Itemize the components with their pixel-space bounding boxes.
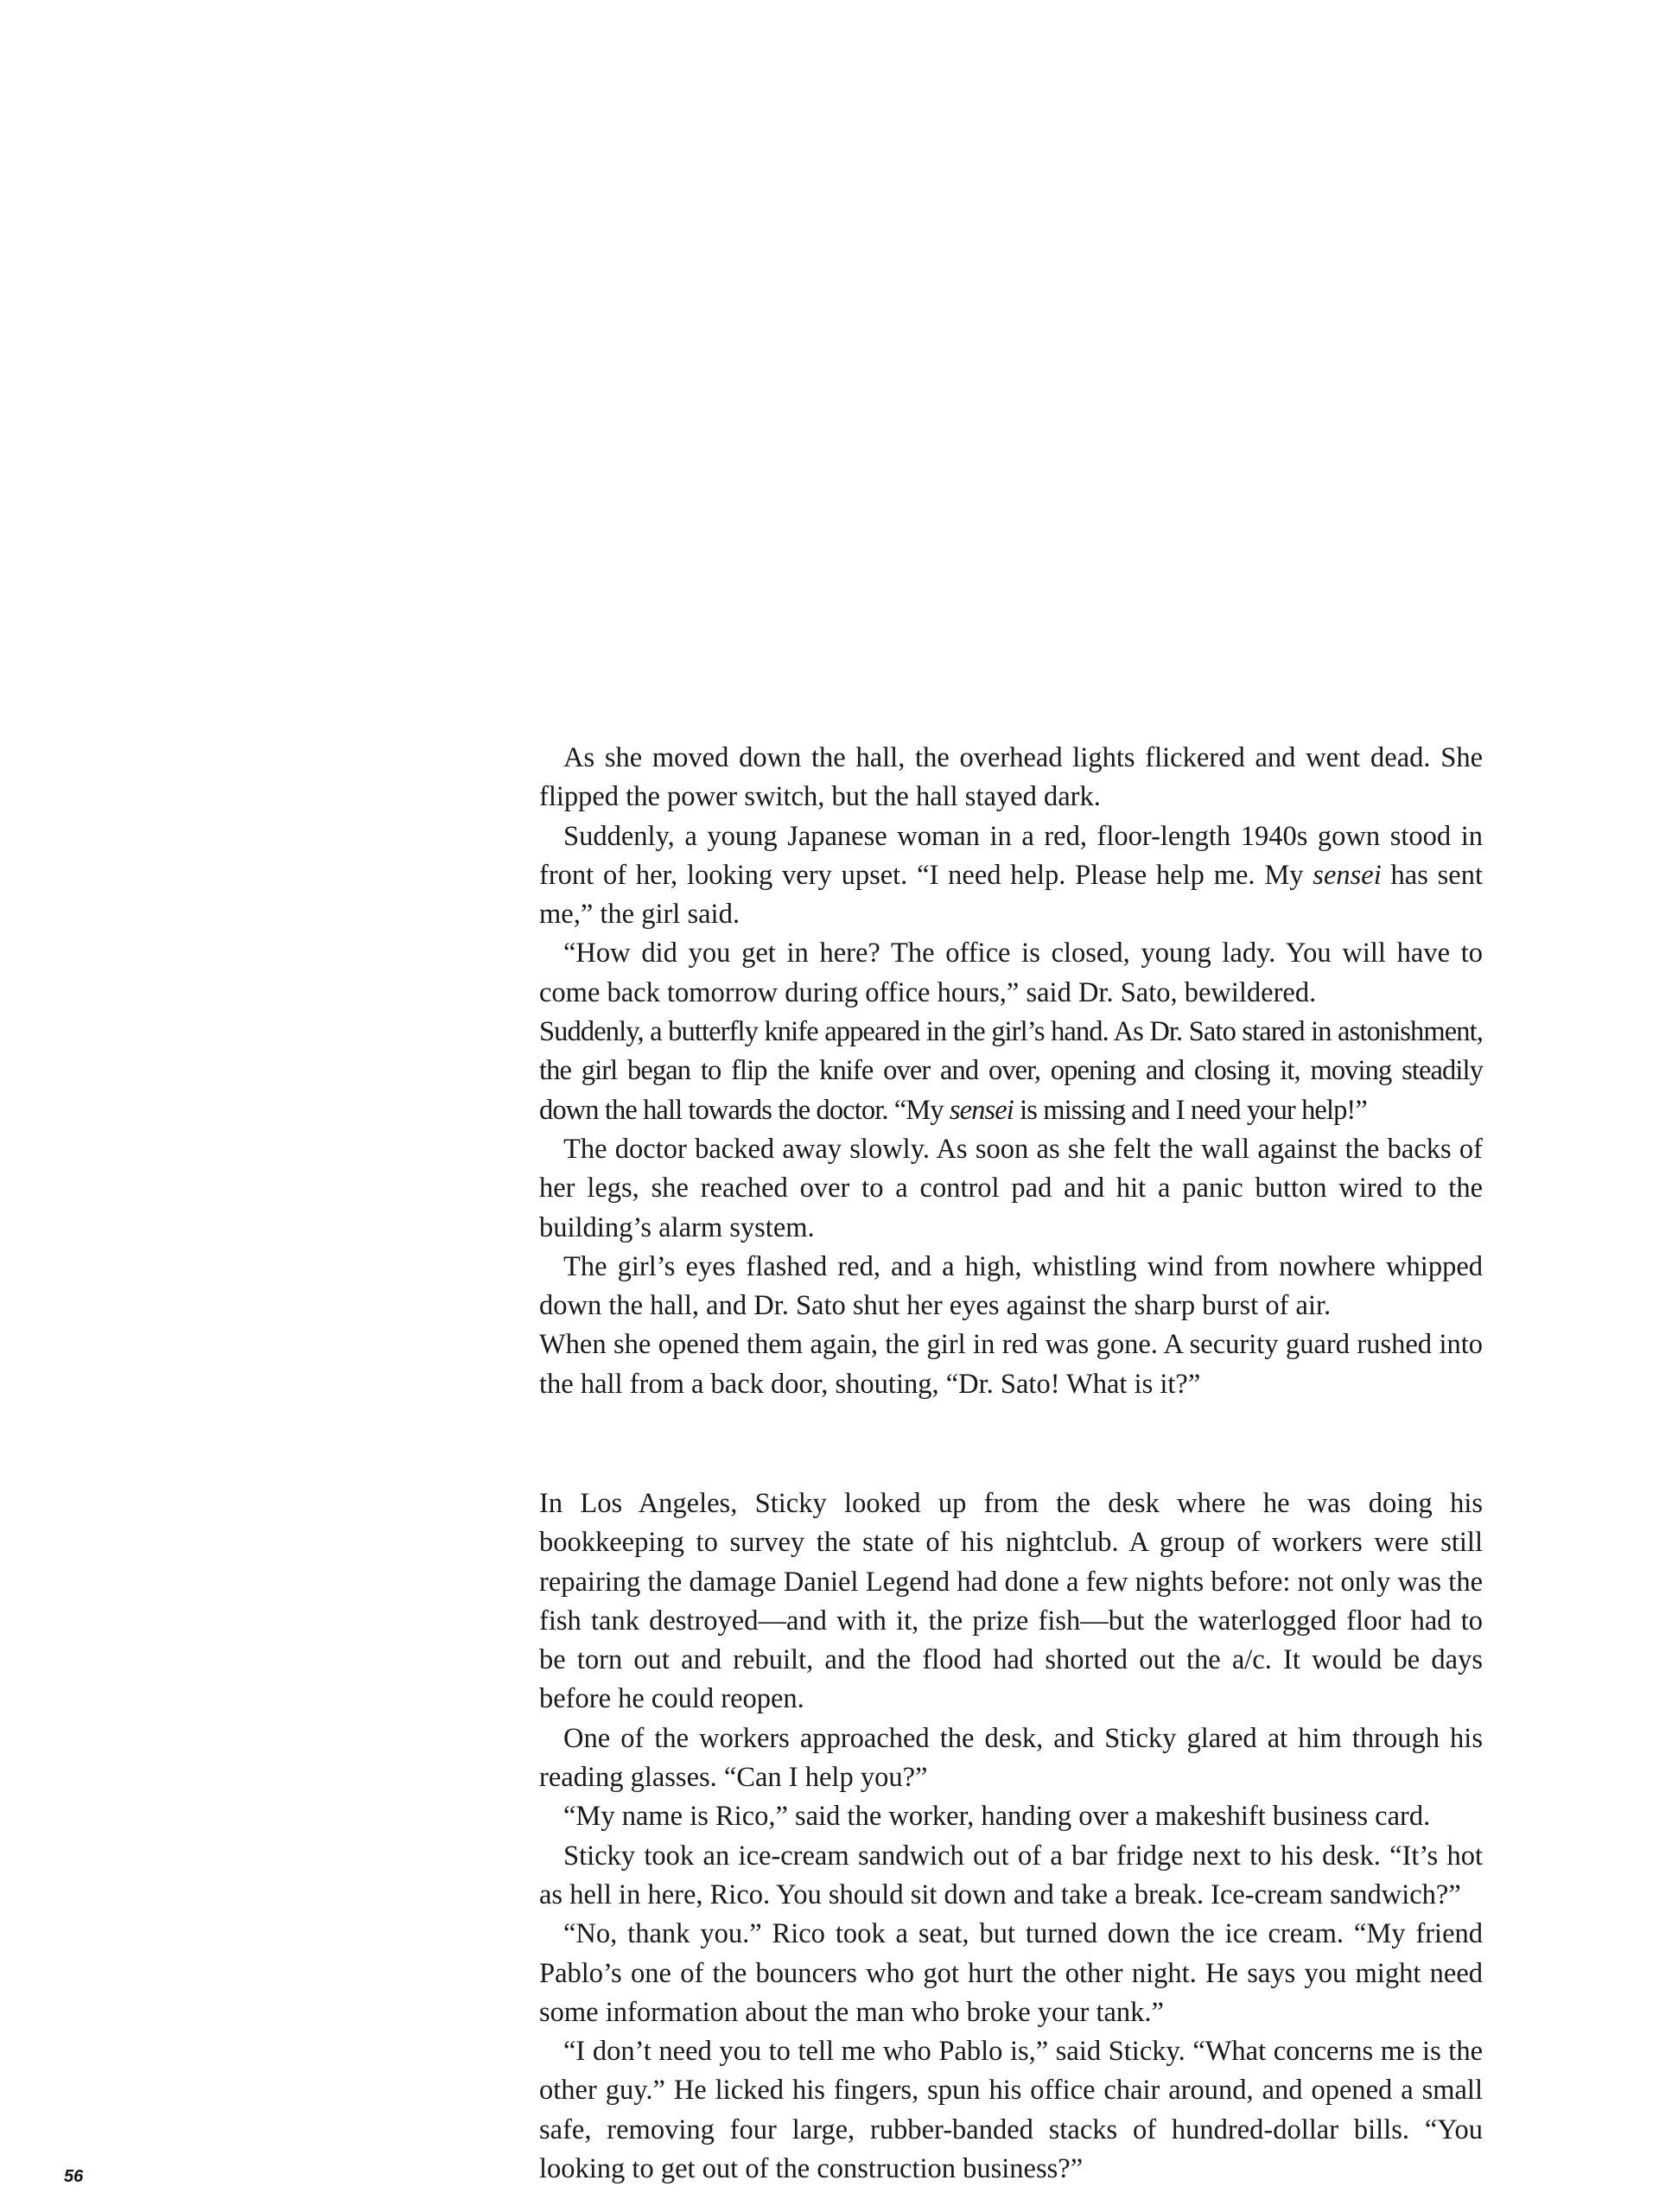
paragraph: The doctor backed away slowly. As soon as she felt the wall against the backs of her legs, she reached over to a control pad and hit a panic button wired to the building’s alarm system. (539, 1133, 1483, 1243)
paragraph: “How did you get in here? The office is closed, young lady. You will have to come back tomorrow during office hours,” said Dr. Sato, bewildered. (539, 938, 1483, 1008)
paragraph: “No, thank you.” Rico took a seat, but turned down the ice cream. “My friend Pablo’s one of the bouncers who got hurt the other night. He says you might need some information about the man who broke your tank.” (539, 1918, 1483, 2028)
text-section-los-angeles (539, 1484, 1483, 2189)
paragraph: Suddenly, a young Japanese woman in a red, floor-length 1940s gown stood in front of her, looking very upset. “I need help. Please help me. My sensei has sent me,” the girl said. (539, 820, 1483, 931)
paragraph: In Los Angeles, Sticky looked up from the desk where he was doing his bookkeeping to survey the state of his nightclub. A group of workers were still repairing the damage Daniel Legend had done a few nights before: not only was the fish tank destroyed—and with it, the prize fish—but the waterlogged floor had to be torn out and rebuilt, and the flood had shorted out the a/c. It would be days before he could reopen. (539, 1488, 1483, 1715)
paragraph: “I don’t need you to tell me who Pablo is,” said Sticky. “What concerns me is the other guy.” He licked his fingers, spun his office chair around, and opened a small safe, removing four large, rubber-banded stacks of hundred-dollar bills. “You looking to get out of the construction business?” (539, 2036, 1483, 2185)
text-section-dr-sato (539, 739, 1483, 1404)
paragraph: One of the workers approached the desk, and Sticky glared at him through his reading glasses. “Can I help you?” (539, 1722, 1483, 1794)
paragraph: When she opened them again, the girl in red was gone. A security guard rushed into the hall from a back door, shouting, “Dr. Sato! What is it?” (539, 1329, 1483, 1400)
paragraph: Sticky took an ice-cream sandwich out of a bar fridge next to his desk. “It’s hot as hell in here, Rico. You should sit down and take a break. Ice-cream sandwich?” (539, 1840, 1483, 1910)
paragraph: The girl’s eyes flashed red, and a high, whistling wind from nowhere whipped down the hall, and Dr. Sato shut her eyes against the sharp burst of air. (539, 1250, 1483, 1322)
page-number: 56 (64, 2167, 84, 2186)
paragraph: “My name is Rico,” said the worker, handing over a makeshift business card. (563, 1801, 1431, 1833)
paragraph: Suddenly, a butterfly knife appeared in the girl’s hand. As Dr. Sato stared in astonishment, the girl began to flip the knife over and over, opening and closing it, moving steadily down the hall towards the doctor. “My sensei is missing and I need your help!” (539, 1016, 1483, 1126)
paragraph: As she moved down the hall, the overhead lights flickered and went dead. She flipped the power switch, but the hall stayed dark. (539, 742, 1483, 813)
